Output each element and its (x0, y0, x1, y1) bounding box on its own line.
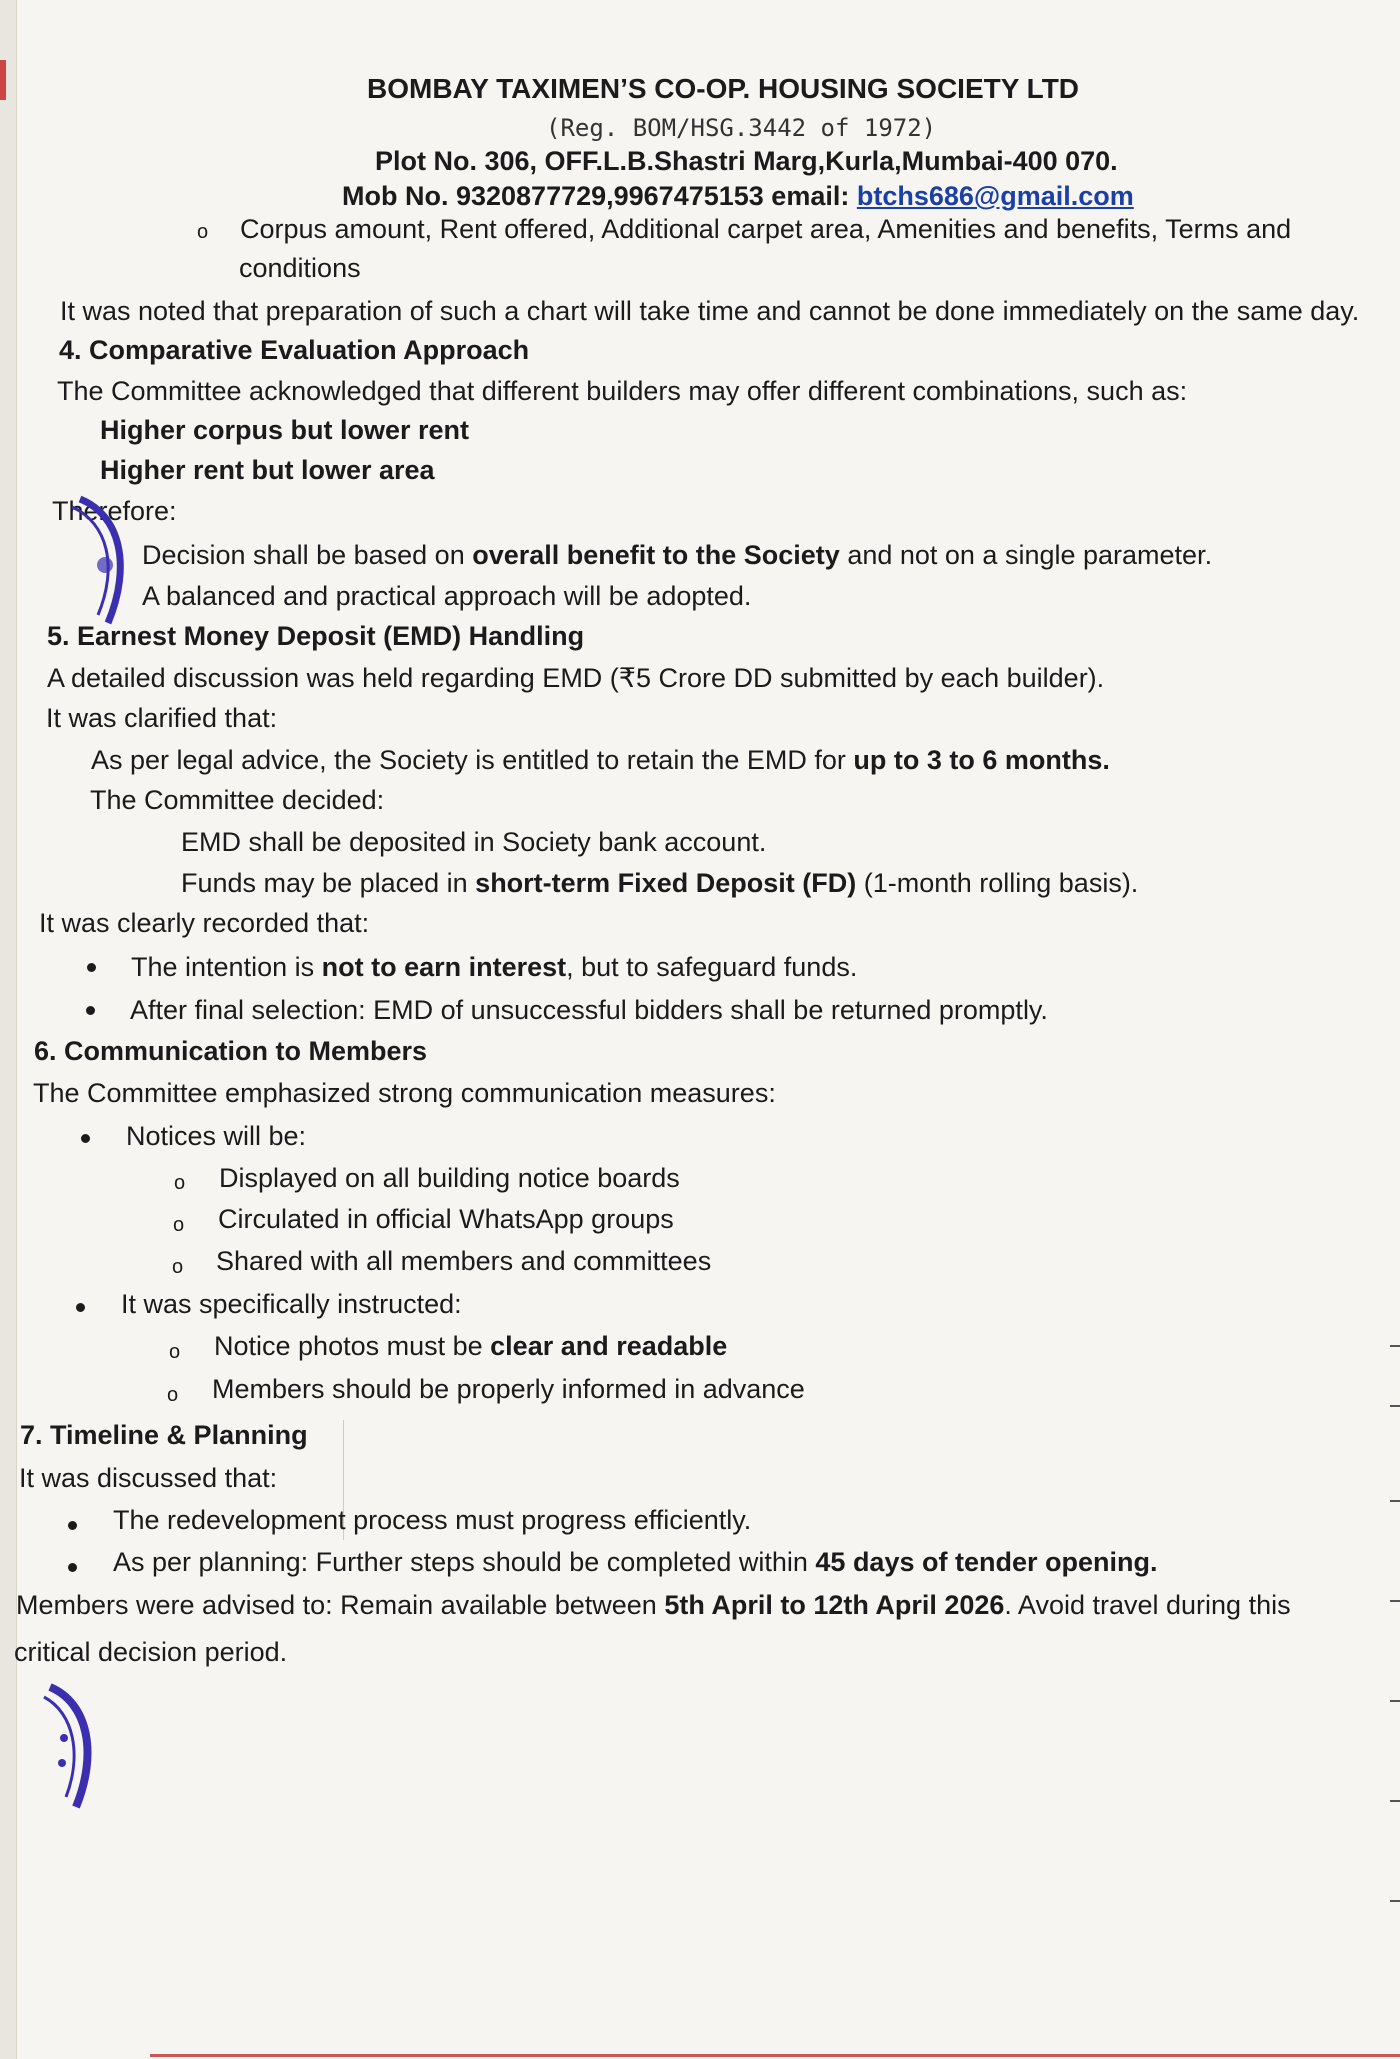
corpus-line-2: conditions (239, 253, 361, 283)
sub-bullet: o (197, 221, 209, 243)
planning-note-emphasis: 45 days of tender opening. (815, 1547, 1158, 1577)
legal-advice-emphasis: up to 3 to 6 months. (853, 745, 1110, 775)
decision-1-emphasis: overall benefit to the Society (472, 540, 840, 570)
society-stamp-top (50, 495, 160, 630)
contact-prefix: Mob No. 9320877729,9967475153 email: (342, 181, 850, 211)
edge-tick (1390, 1800, 1400, 1802)
therefore-label: Therefore: (52, 496, 177, 526)
planning-note-text: As per planning: Further steps should be completed within (113, 1547, 816, 1577)
interest-note-emphasis: not to earn interest (321, 952, 567, 982)
section-6-title: 6. Communication to Members (34, 1036, 428, 1066)
red-margin-mark (0, 60, 6, 100)
option-2: Higher rent but lower area (100, 455, 435, 485)
committee-decided: The Committee decided: (90, 785, 385, 815)
edge-tick (1390, 1345, 1400, 1347)
contact-line (342, 179, 1134, 213)
edge-tick (1390, 1700, 1400, 1702)
emd-deposit: EMD shall be deposited in Society bank account. (181, 827, 767, 857)
society-address: Plot No. 306, OFF.L.B.Shastri Marg,Kurla,Mumbai-400 070. (375, 146, 1118, 176)
recorded-label: It was clearly recorded that: (39, 908, 370, 938)
interest-note-text: The intention is (131, 952, 322, 982)
clarified-label: It was clarified that: (46, 703, 278, 733)
advisory-text: Members were advised to: Remain available between (16, 1590, 665, 1620)
advisory-line-1 (16, 1588, 1291, 1622)
sub-bullet: o (173, 1214, 185, 1236)
fixed-deposit-emphasis: short-term Fixed Deposit (FD) (475, 868, 857, 898)
decision-1-text: Decision shall be based on (142, 540, 473, 570)
bottom-rule (150, 2054, 1400, 2057)
legal-advice-text: As per legal advice, the Society is entitled to retain the EMD for (91, 745, 854, 775)
interest-note-tail: , but to safeguard funds. (566, 952, 858, 982)
section-4-intro: The Committee acknowledged that different builders may offer different combinations, such as: (57, 376, 1188, 406)
instructed-label: It was specifically instructed: (121, 1289, 462, 1319)
edge-tick (1390, 1900, 1400, 1902)
corpus-line-1: Corpus amount, Rent offered, Additional carpet area, Amenities and benefits, Terms and (240, 214, 1292, 244)
bullet-dot (68, 1521, 77, 1530)
emd-return-note: After final selection: EMD of unsuccessful bidders shall be returned promptly. (130, 995, 1048, 1025)
sub-bullet: o (174, 1172, 186, 1194)
photo-instruction-text: Notice photos must be (214, 1331, 491, 1361)
members-committees: Shared with all members and committees (216, 1246, 712, 1276)
decision-2: A balanced and practical approach will be adopted. (142, 581, 752, 611)
decision-1 (142, 538, 1212, 572)
edge-tick (1390, 1405, 1400, 1407)
bullet-dot (86, 1006, 95, 1015)
section-5-intro: A detailed discussion was held regarding EMD (₹5 Crore DD submitted by each builder). (47, 663, 1105, 693)
bullet-dot (68, 1563, 77, 1572)
bullet-dot (87, 963, 96, 972)
society-name: BOMBAY TAXIMEN’S CO-OP. HOUSING SOCIETY LTD (367, 73, 1080, 104)
edge-tick (1390, 1600, 1400, 1602)
notices-label: Notices will be: (126, 1121, 307, 1151)
chart-note: It was noted that preparation of such a chart will take time and cannot be done immediately on the same day. (60, 296, 1360, 326)
planning-note (113, 1545, 1157, 1579)
option-1: Higher corpus but lower rent (100, 415, 470, 445)
sub-bullet: o (172, 1256, 184, 1278)
email-link[interactable]: btchs686@gmail.com (856, 181, 1134, 211)
sub-bullet: o (167, 1384, 179, 1406)
registration-number: (Reg. BOM/HSG.3442 of 1972) (546, 114, 937, 142)
legal-advice (91, 743, 1110, 777)
section-5-title: 5. Earnest Money Deposit (EMD) Handling (47, 621, 585, 651)
bullet-dot (76, 1303, 85, 1312)
section-7-intro: It was discussed that: (19, 1463, 278, 1493)
whatsapp-groups: Circulated in official WhatsApp groups (218, 1204, 674, 1234)
section-6-intro: The Committee emphasized strong communication measures: (33, 1078, 776, 1108)
section-4-title: 4. Comparative Evaluation Approach (59, 335, 530, 365)
advance-information: Members should be properly informed in advance (212, 1374, 805, 1404)
notice-boards: Displayed on all building notice boards (219, 1163, 680, 1193)
society-stamp-bottom (40, 1683, 110, 1813)
advisory-line-2: critical decision period. (14, 1637, 288, 1667)
sub-bullet: o (169, 1341, 181, 1363)
efficiency-note: The redevelopment process must progress efficiently. (113, 1505, 752, 1535)
fixed-deposit-text: Funds may be placed in (181, 868, 476, 898)
bullet-dot (81, 1134, 90, 1143)
advisory-dates: 5th April to 12th April 2026 (664, 1590, 1005, 1620)
fixed-deposit (181, 866, 1138, 900)
fixed-deposit-tail: (1-month rolling basis). (856, 868, 1139, 898)
decision-1-tail: and not on a single parameter. (839, 540, 1213, 570)
edge-tick (1390, 1500, 1400, 1502)
interest-note (131, 950, 857, 984)
photo-instruction-emphasis: clear and readable (490, 1331, 728, 1361)
section-7-title: 7. Timeline & Planning (20, 1420, 308, 1450)
left-margin (0, 0, 17, 2059)
advisory-tail: . Avoid travel during this (1004, 1590, 1291, 1620)
photo-instruction (214, 1329, 727, 1363)
